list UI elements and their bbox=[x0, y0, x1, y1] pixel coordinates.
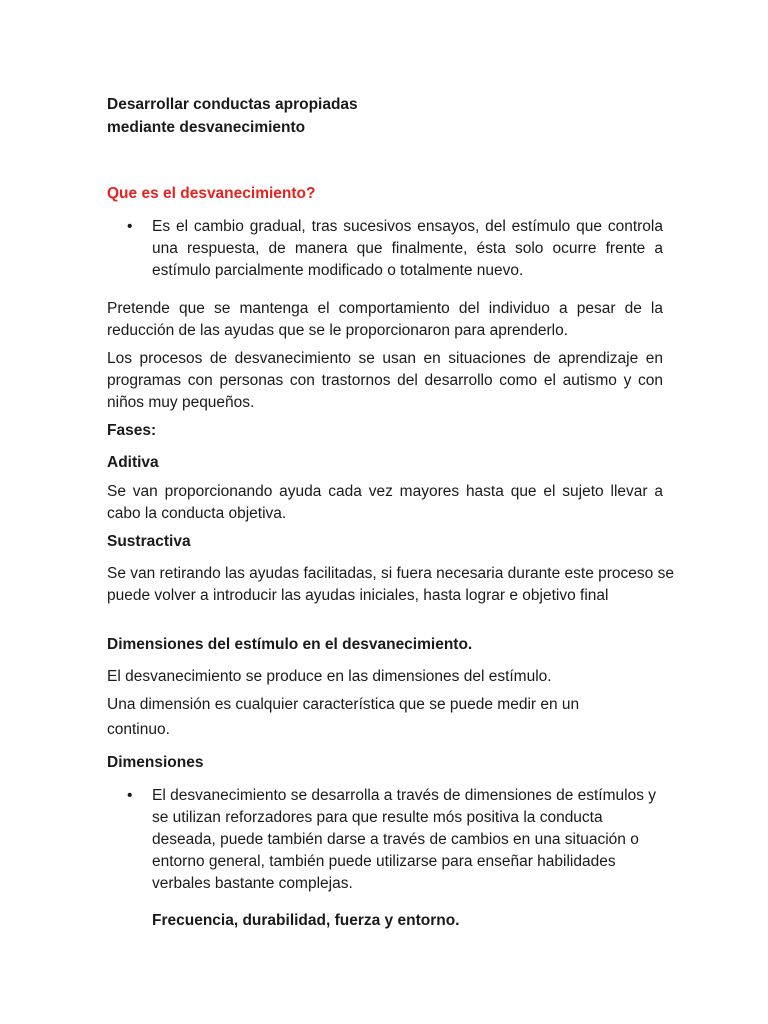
paragraph-purpose: Pretende que se mantenga el comportamiento del individuo a pesar de la reducción de las ayudas que se le proporcionaron para aprenderlo. bbox=[107, 300, 663, 339]
bullet-marker: • bbox=[127, 787, 133, 804]
sustractiva-text: Se van retirando las ayudas facilitadas, si fuera necesaria durante este proceso se puede volver a introducir las ayudas iniciales, hasta lograr e objetivo final bbox=[107, 565, 674, 604]
document-title-line-1: Desarrollar conductas apropiadas bbox=[107, 96, 358, 113]
bullet-marker: • bbox=[127, 218, 133, 235]
phases-heading: Fases: bbox=[107, 422, 157, 439]
definition-text: Es el cambio gradual, tras sucesivos ensayos, del estímulo que controla una respuesta, de manera que finalmente, ésta solo ocurre frente a estímulo parcialmente modificado o totalmente nuevo. bbox=[152, 218, 663, 279]
stimulus-dimensions-line-2: Una dimensión es cualquier característica que se puede medir en un continuo. bbox=[107, 696, 580, 738]
dimensiones-list: Frecuencia, durabilidad, fuerza y entorno. bbox=[152, 912, 460, 929]
paragraph-usage: Los procesos de desvanecimiento se usan en situaciones de aprendizaje en programas con personas con trastornos del desarrollo como el autismo y con niños muy pequeños. bbox=[107, 350, 663, 411]
aditiva-heading: Aditiva bbox=[107, 454, 159, 471]
dimensiones-bullet-text: El desvanecimiento se desarrolla a través de dimensiones de estímulos y se utilizan reforzadores para que resulte mós positiva la conducta deseada, puede también darse a través de cambios en una situación o entorno general, también puede utilizarse para enseñar habilidades verbales bastante complejas. bbox=[152, 787, 657, 892]
document-title-line-2: mediante desvanecimiento bbox=[107, 119, 306, 136]
sustractiva-heading: Sustractiva bbox=[107, 533, 191, 550]
question-heading: Que es el desvanecimiento? bbox=[107, 185, 316, 202]
dimensiones-heading: Dimensiones bbox=[107, 754, 204, 771]
stimulus-dimensions-line-1: El desvanecimiento se produce en las dimensiones del estímulo. bbox=[107, 668, 552, 685]
stimulus-dimensions-heading: Dimensiones del estímulo en el desvanecimiento. bbox=[107, 636, 473, 653]
aditiva-text: Se van proporcionando ayuda cada vez mayores hasta que el sujeto llevar a cabo la conducta objetiva. bbox=[107, 483, 663, 522]
